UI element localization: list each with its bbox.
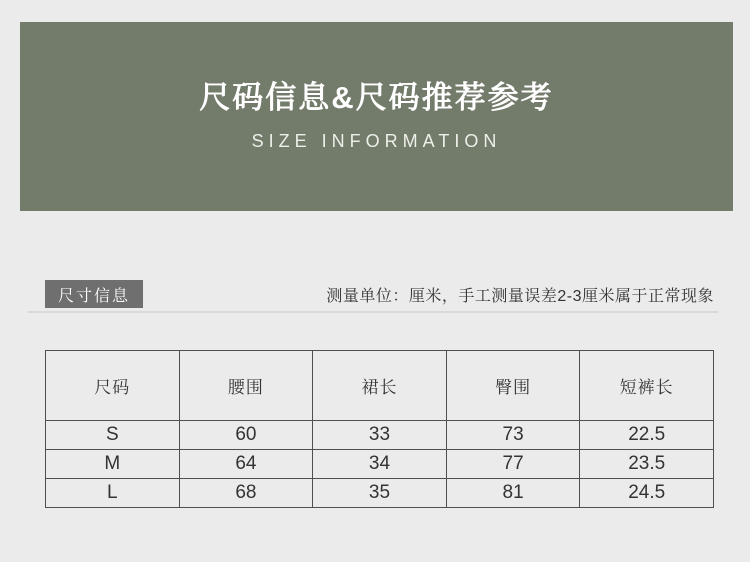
table-row-s xyxy=(46,421,714,450)
col-header-skirt-length: 裙长 xyxy=(313,351,447,421)
measurement-note: 测量单位：厘米，手工测量误差2-3厘米属于正常现象 xyxy=(326,287,714,305)
col-header-hip: 臀围 xyxy=(446,351,580,421)
table-header-row xyxy=(46,351,714,421)
cell-waist: 64 xyxy=(179,450,313,479)
section-header xyxy=(45,280,714,308)
section-divider xyxy=(28,311,718,313)
cell-waist: 60 xyxy=(179,421,313,450)
cell-shorts-length: 24.5 xyxy=(580,479,714,508)
table-row-l xyxy=(46,479,714,508)
cell-shorts-length: 22.5 xyxy=(580,421,714,450)
size-table xyxy=(45,350,714,508)
cell-hip: 73 xyxy=(446,421,580,450)
col-header-size: 尺码 xyxy=(46,351,180,421)
cell-skirt-length: 34 xyxy=(313,450,447,479)
section-label: 尺寸信息 xyxy=(45,280,143,308)
size-info-banner xyxy=(20,22,733,211)
col-header-waist: 腰围 xyxy=(179,351,313,421)
cell-hip: 81 xyxy=(446,479,580,508)
cell-size: M xyxy=(46,450,180,479)
banner-title: 尺码信息&尺码推荐参考 xyxy=(199,80,554,116)
cell-skirt-length: 33 xyxy=(313,421,447,450)
cell-waist: 68 xyxy=(179,479,313,508)
cell-hip: 77 xyxy=(446,450,580,479)
cell-size: S xyxy=(46,421,180,450)
cell-shorts-length: 23.5 xyxy=(580,450,714,479)
col-header-shorts-length: 短裤长 xyxy=(580,351,714,421)
cell-skirt-length: 35 xyxy=(313,479,447,508)
banner-subtitle: SIZE INFORMATION xyxy=(251,130,502,151)
table-row-m xyxy=(46,450,714,479)
cell-size: L xyxy=(46,479,180,508)
